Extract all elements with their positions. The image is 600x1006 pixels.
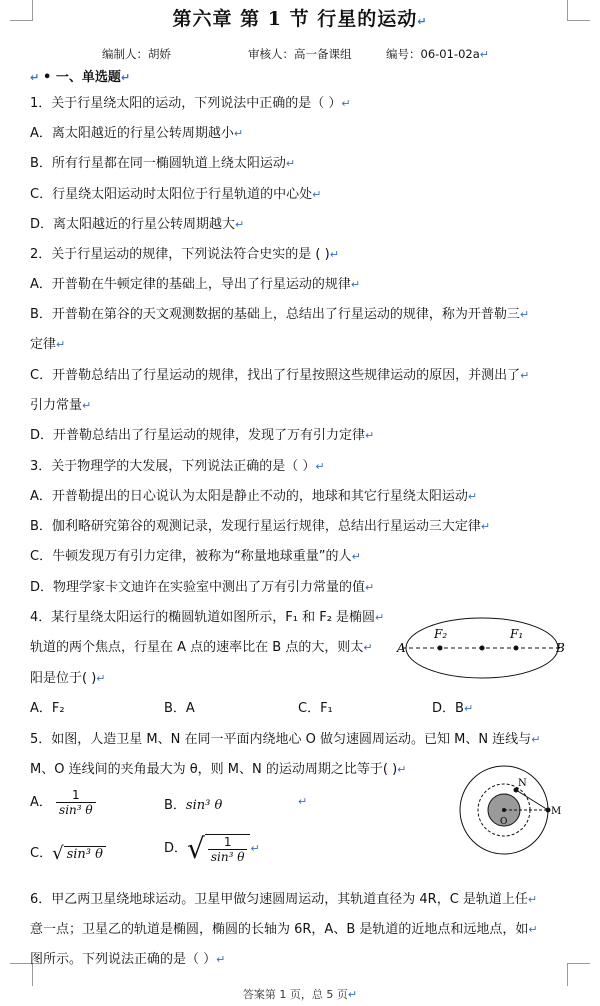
question-line: 2．关于行星运动的规律，下列说法符合史实的是 ( )↵ xyxy=(30,247,339,262)
center-dot xyxy=(480,646,485,651)
question-line: A．离太阳越近的行星公转周期越小↵ xyxy=(30,126,244,141)
question-line: 意一点；卫星乙的轨道是椭圆，椭圆的长轴为 6R，A、B 是轨道的近地点和远地点，如↵ xyxy=(30,922,538,937)
question-line: A．开普勒在牛顿定律的基础上，导出了行星运动的规律↵ xyxy=(30,277,361,292)
satellite-n-label: N xyxy=(518,778,527,789)
focus-f1-dot xyxy=(514,646,519,651)
question-line: 1．关于行星绕太阳的运动，下列说法中正确的是（ ）↵ xyxy=(30,96,351,111)
code-label: 编号：06-01-02a↵ xyxy=(386,47,489,61)
q4-choice-d: D．B↵ xyxy=(432,701,474,716)
orbit-ellipse-figure xyxy=(392,610,572,686)
question-line: 图所示。下列说法正确的是（ ）↵ xyxy=(30,952,226,967)
question-line: 轨道的两个焦点，行星在 A 点的速率比在 B 点的大，则太↵ xyxy=(30,640,373,655)
q4-choice-c: C．F₁ xyxy=(298,701,333,716)
question-line: D．离太阳越近的行星公转周期越大↵ xyxy=(30,217,245,232)
page-title: 第六章 第 1 节 行星的运动↵ xyxy=(172,8,428,30)
focus-f1-label: F₁ xyxy=(510,627,524,641)
question-line: 定律↵ xyxy=(30,337,66,352)
question-line: B．开普勒在第谷的天文观测数据的基础上，总结出了行星运动的规律，称为开普勒三↵ xyxy=(30,307,530,322)
q5-choice-d: D．√ $\frac{1}{\text{sin³ θ}}$ ↵ xyxy=(164,832,260,865)
question-line: B．所有行星都在同一椭圆轨道上绕太阳运动↵ xyxy=(30,156,296,171)
question-line: D．物理学家卡文迪许在实验室中测出了万有引力常量的值↵ xyxy=(30,580,375,595)
question-line: C．开普勒总结出了行星运动的规律，找出了行星按照这些规律运动的原因，并测出了↵ xyxy=(30,368,530,383)
question-line: 4．某行星绕太阳运行的椭圆轨道如图所示，F₁ 和 F₂ 是椭圆↵ xyxy=(30,610,385,625)
question-line: C．行星绕太阳运动时太阳位于行星轨道的中心处↵ xyxy=(30,187,322,202)
q4-choice-a: A．F₂ xyxy=(30,701,65,716)
question-line: D．开普勒总结出了行星运动的规律，发现了万有引力定律↵ xyxy=(30,428,375,443)
editor-label: 编制人：胡娇 xyxy=(102,47,171,61)
question-line: C．牛顿发现万有引力定律，被称为“称量地球重量”的人↵ xyxy=(30,549,361,564)
question-line: 3．关于物理学的大发展，下列说法正确的是（ ）↵ xyxy=(30,459,325,474)
question-line: B．伽利略研究第谷的观测记录，发现行星运行规律，总结出行星运动三大定律↵ xyxy=(30,519,491,534)
focus-f2-dot xyxy=(438,646,443,651)
center-o-label: O xyxy=(500,817,508,827)
line-mn xyxy=(516,790,548,810)
question-line: 6．甲乙两卫星绕地球运动。卫星甲做匀速圆周运动，其轨道直径为 4R，C 是轨道上任↵ xyxy=(30,892,538,907)
question-line: 阳是位于( )↵ xyxy=(30,671,106,686)
q5-choice-a: A． $\frac{1}{\text{sin³ θ}}$ xyxy=(30,788,96,817)
satellite-orbit-figure xyxy=(456,764,564,860)
question-line: 引力常量↵ xyxy=(30,398,92,413)
crop-mark-bottom-right xyxy=(567,963,590,986)
q5-choice-b: B．sin³ θ xyxy=(164,798,223,813)
question-line: A．开普勒提出的日心说认为太阳是静止不动的，地球和其它行星绕太阳运动↵ xyxy=(30,489,478,504)
question-line: M、O 连线间的夹角最大为 θ，则 M、N 的运动周期之比等于( )↵ xyxy=(30,762,407,777)
focus-f2-label: F₂ xyxy=(434,627,448,641)
reviewer-label: 审核人：高一备课组 xyxy=(248,47,352,61)
point-b-label: B xyxy=(556,641,565,655)
section-heading: ↵ • 一、单选题↵ xyxy=(30,70,131,85)
satellite-m-dot xyxy=(546,808,551,813)
page-footer: 答案第 1 页，总 5 页↵ xyxy=(242,988,358,1001)
point-a-label: A xyxy=(397,641,406,655)
satellite-m-label: M xyxy=(551,806,562,817)
question-line: 5．如图，人造卫星 M、N 在同一平面内绕地心 O 做匀速圆周运动。已知 M、N 连线与↵ xyxy=(30,732,541,747)
paragraph-mark: ↵ xyxy=(298,795,308,808)
q5-choice-c: C．√ sin³ θ xyxy=(30,842,106,864)
q4-choice-b: B．A xyxy=(164,701,195,716)
